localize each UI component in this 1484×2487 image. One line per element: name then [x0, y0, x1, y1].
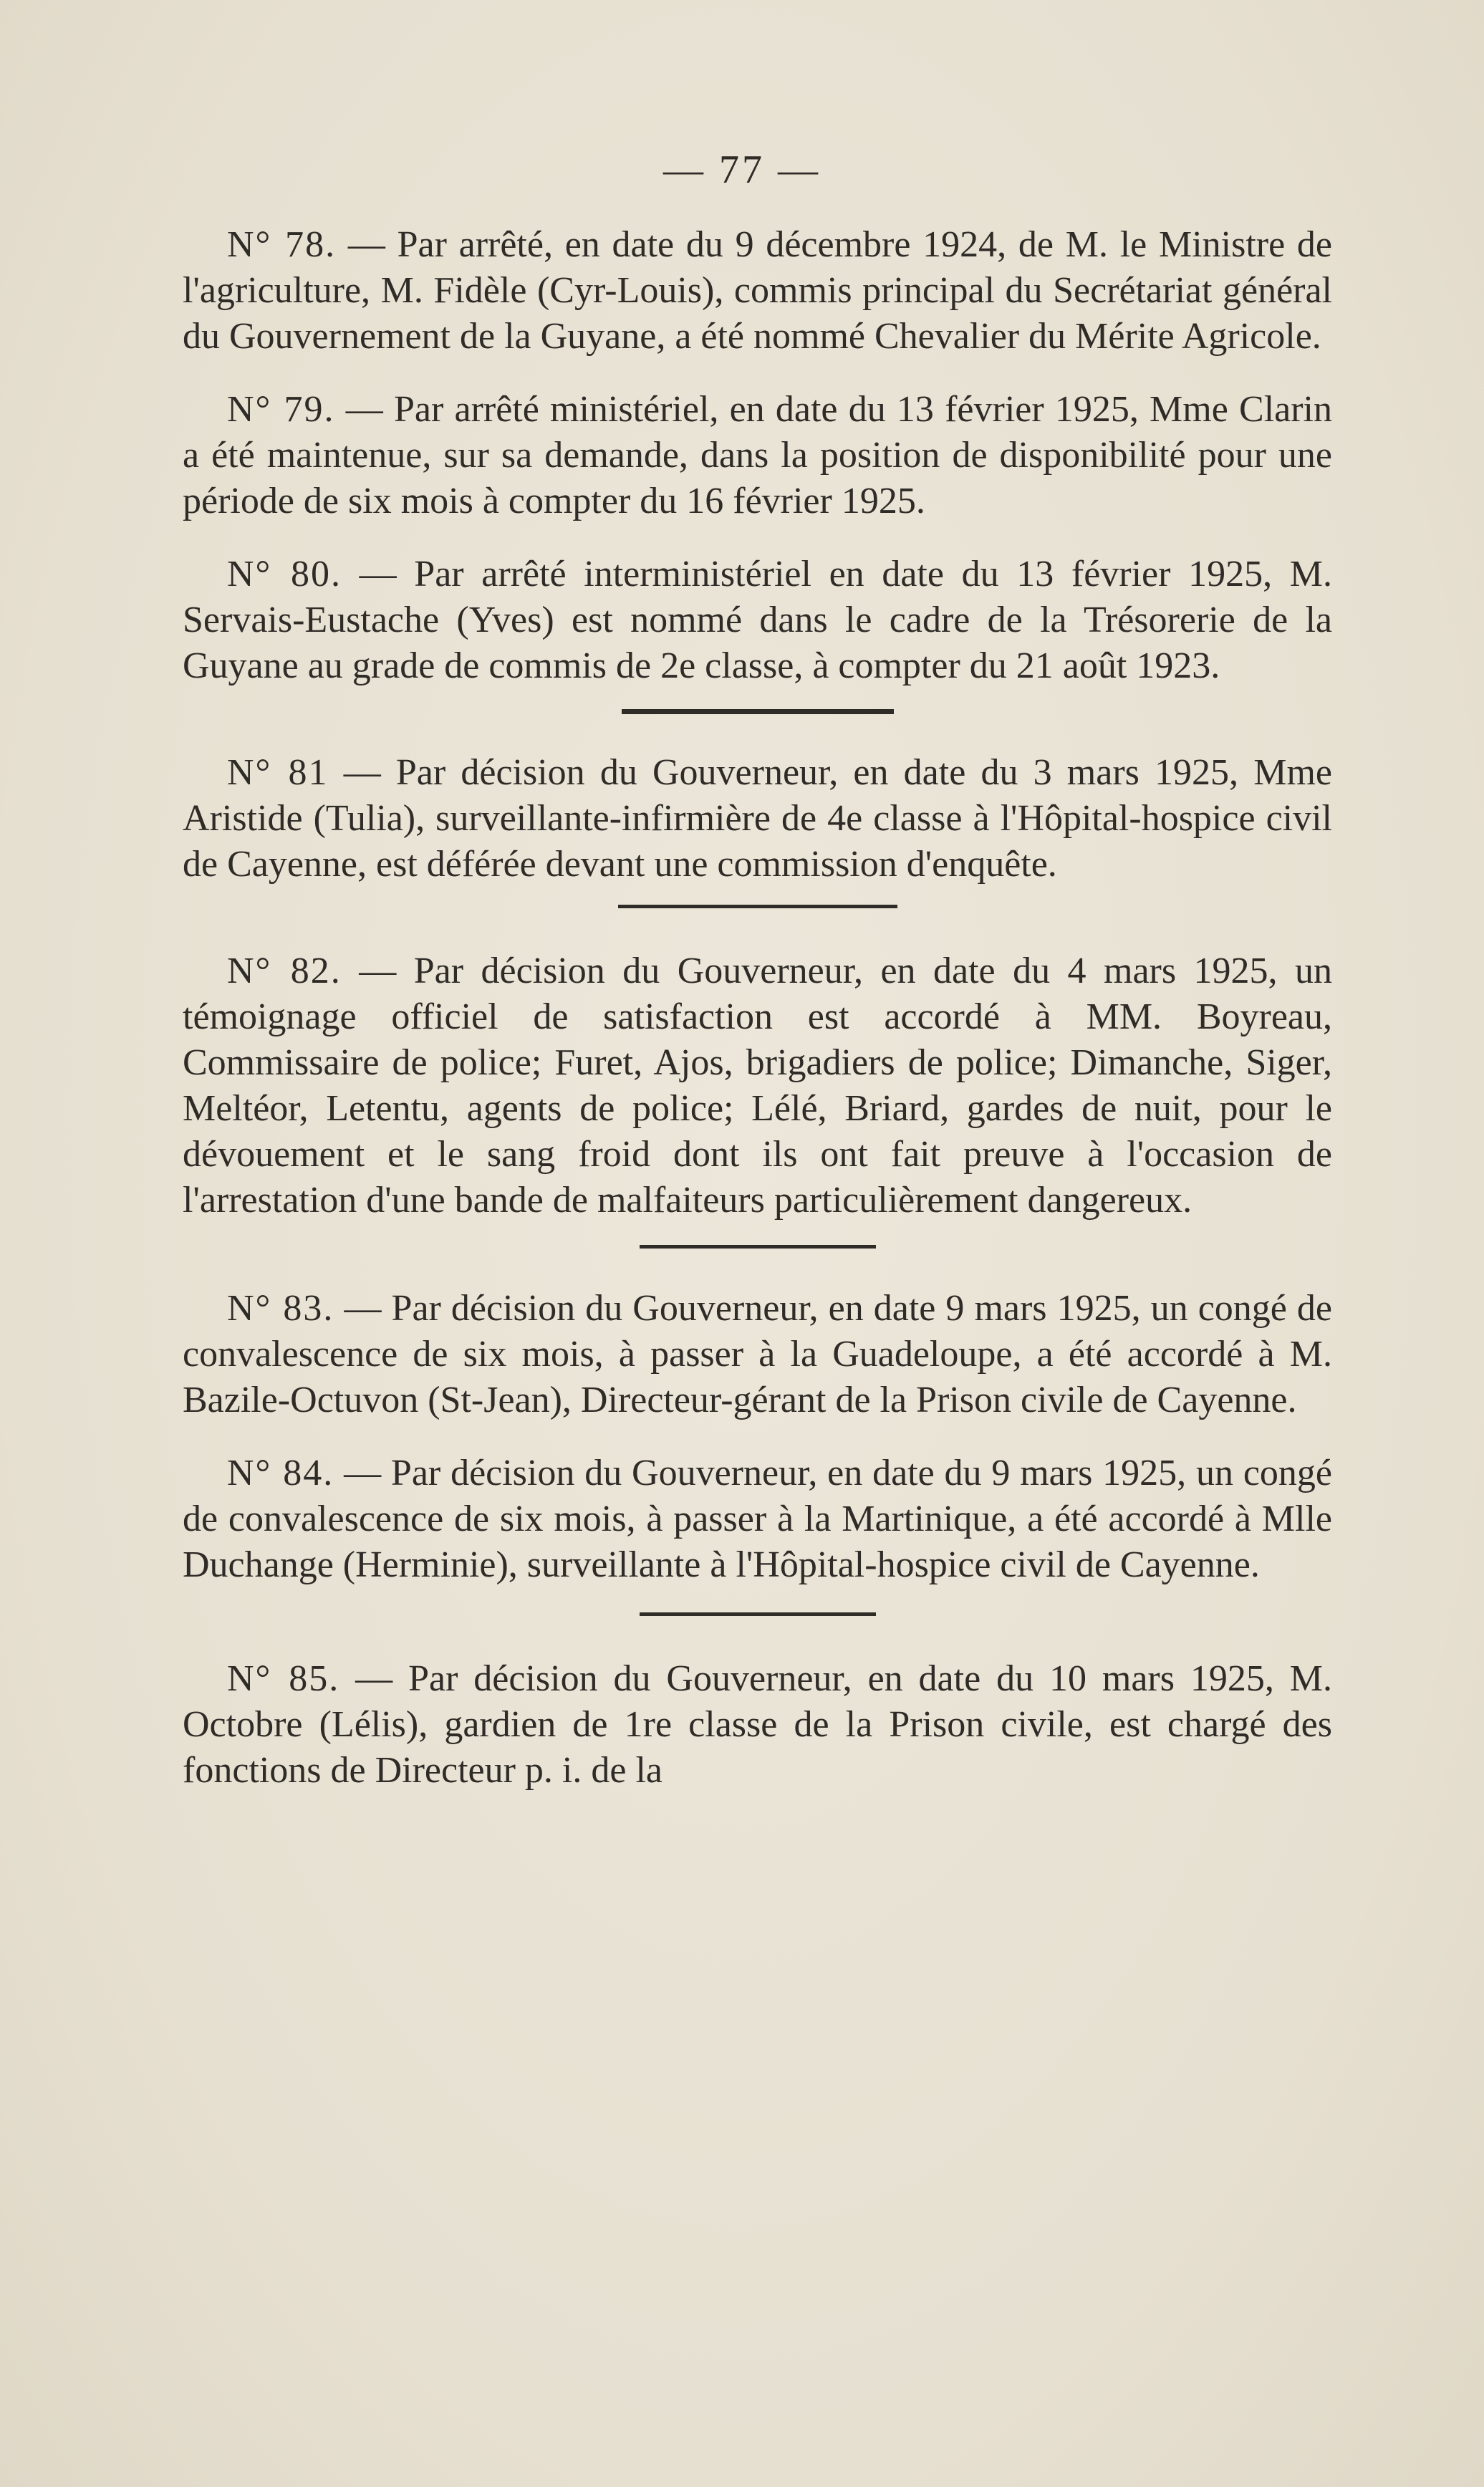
entry-text: — Par décision du Gouverneur, en date du 3 mars 1925, Mme Aristide (Tulia), surveillante-infirmière de 4e classe à l'Hôpital-hospice civil de Cayenne, est déférée devant une commission d'enquête.	[183, 752, 1332, 885]
entry-text: — Par décision du Gouverneur, en date 9 mars 1925, un congé de convalescence de six mois, à passer à la Guadeloupe, a été accordé à M. Bazile-Octuvon (St-Jean), Directeur-gérant de la Prison civile de Cayenne.	[183, 1288, 1332, 1420]
entry-text: — Par décision du Gouverneur, en date du 4 mars 1925, un témoignage officiel de satisfaction est accordé à MM. Boyreau, Commissaire de police; Furet, Ajos, brigadiers de police; Dimanche, Siger, Meltéor, Letentu, agents de police; Lélé, Briard, gardes de nuit, pour le dévouement et le sang froid dont ils ont fait preuve à l'occasion de l'arrestation d'une bande de malfaiteurs particulièrement dangereux.	[183, 951, 1332, 1221]
entry-80	[183, 552, 1332, 689]
entry-text: — Par décision du Gouverneur, en date du 9 mars 1925, un congé de convalescence de six mois, à passer à la Martinique, a été accordé à Mlle Duchange (Herminie), surveillante à l'Hôpital-hospice civil de Cayenne.	[183, 1453, 1332, 1585]
separator-rule	[640, 1612, 876, 1616]
entry-number: N° 78.	[227, 224, 337, 265]
entries-list	[183, 222, 1332, 1794]
entry-number: N° 80.	[227, 554, 342, 595]
entry-82	[183, 948, 1332, 1223]
entry-81	[183, 750, 1332, 887]
entry-text: — Par arrêté ministériel, en date du 13 février 1925, Mme Clarin a été maintenue, sur sa demande, dans la position de disponibilité pour une période de six mois à compter du 16 février 1925.	[183, 389, 1333, 521]
separator-rule	[618, 905, 897, 908]
entry-text: — Par arrêté interministériel en date du 13 février 1925, M. Servais-Eustache (Yves) est nommé dans le cadre de la Trésorerie de la Guyane au grade de commis de 2e classe, à compter du 21 août 1923.	[183, 554, 1332, 686]
entry-78	[183, 222, 1332, 360]
entry-number: N° 82.	[227, 951, 342, 991]
entry-text: — Par arrêté, en date du 9 décembre 1924, de M. le Ministre de l'agriculture, M. Fidèle (Cyr-Louis), commis principal du Secrétariat général du Gouvernement de la Guyane, a été nommé Chevalier du Mérite Agricole.	[183, 224, 1333, 357]
entry-83	[183, 1286, 1332, 1423]
entry-84	[183, 1451, 1332, 1588]
entry-number: N° 79.	[227, 389, 335, 430]
entry-number: N° 85.	[227, 1658, 340, 1699]
entry-text: — Par décision du Gouverneur, en date du 10 mars 1925, M. Octobre (Lélis), gardien de 1re classe de la Prison civile, est chargé des fonctions de Directeur p. i. de la	[183, 1658, 1333, 1791]
entry-number: N° 84.	[227, 1453, 334, 1493]
separator-rule	[622, 709, 894, 714]
entry-number: N° 81	[227, 752, 329, 793]
entry-85	[183, 1656, 1332, 1794]
separator-rule	[640, 1245, 876, 1249]
entry-number: N° 83.	[227, 1288, 334, 1329]
page-number: — 77 —	[663, 148, 821, 192]
entry-79	[183, 387, 1332, 524]
